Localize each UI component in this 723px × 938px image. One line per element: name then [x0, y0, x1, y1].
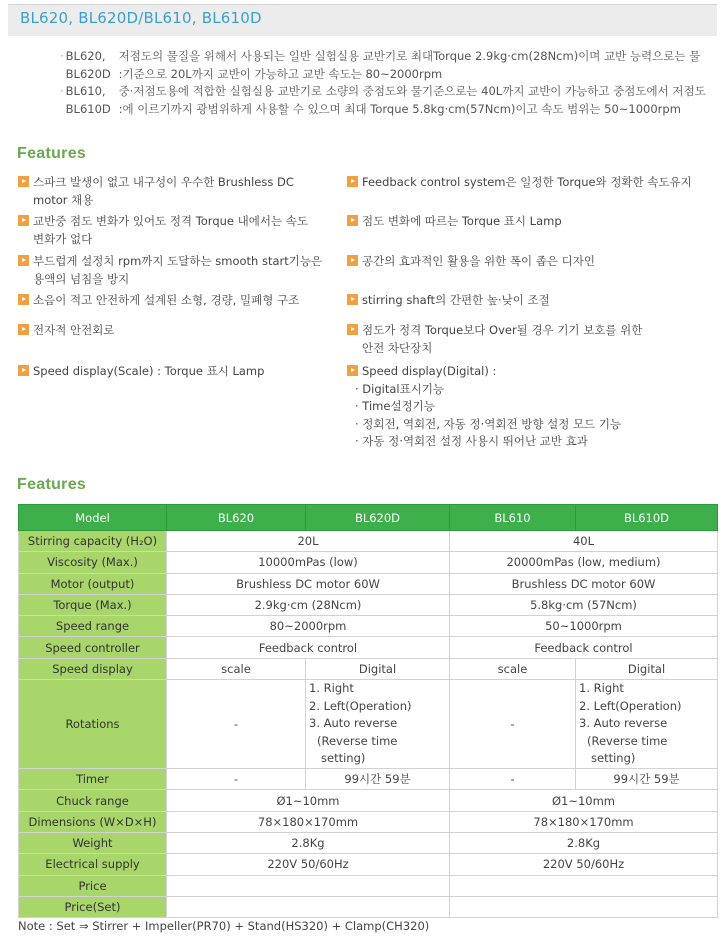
table-cell: Ø1~10mm	[450, 790, 718, 811]
table-cell: Ø1~10mm	[167, 790, 450, 811]
table-cell: 220V 50/60Hz	[450, 854, 718, 875]
table-header-row	[19, 505, 718, 531]
table-cell: 220V 50/60Hz	[167, 854, 450, 875]
table-cell: 2.8Kg	[450, 832, 718, 853]
set-note: Note : Set ⇒ Stirrer + Impeller(PR70) + Stand(HS320) + Clamp(CH320)	[18, 919, 430, 933]
feature-item: stirring shaft의 간편한 높·낮이 조절	[347, 292, 550, 310]
header-cell: BL620D	[306, 505, 450, 531]
table-cell: 10000mPas (low)	[167, 552, 450, 573]
intro-text: 저점도의 물질을 위해서 사용되는 일반 실험실용 교반기로 최대Torque 2.9kg·cm(28Ncm)이며 교반 능력으로는 물	[118, 49, 701, 63]
table-cell: 78×180×170mm	[450, 811, 718, 832]
arrow-bullet-icon	[347, 294, 358, 305]
table-cell: Digital	[576, 658, 718, 679]
table-cell: 99시간 59분	[576, 769, 718, 790]
arrow-bullet-icon	[18, 176, 29, 187]
arrow-bullet-icon	[347, 365, 358, 376]
title-bar	[8, 4, 717, 36]
table-cell: 50~1000rpm	[450, 616, 718, 637]
feature-item: 전자적 안전회로	[18, 322, 114, 340]
table-cell: 5.8kg·cm (57Ncm)	[450, 594, 718, 615]
table-cell	[450, 875, 718, 896]
table-cell: 20000mPas (low, medium)	[450, 552, 718, 573]
header-cell: Model	[19, 505, 167, 531]
table-row	[19, 811, 718, 832]
arrow-bullet-icon	[18, 365, 29, 376]
table-row	[19, 769, 718, 790]
intro-description	[60, 48, 710, 118]
arrow-bullet-icon	[18, 294, 29, 305]
table-row	[19, 573, 718, 594]
intro-line	[60, 101, 710, 119]
row-label: Chuck range	[19, 790, 167, 811]
table-cell: Feedback control	[450, 637, 718, 658]
table-cell: -	[167, 769, 306, 790]
row-label: Timer	[19, 769, 167, 790]
table-cell: -	[450, 680, 576, 769]
intro-line	[60, 66, 710, 84]
row-label: Dimensions (W×D×H)	[19, 811, 167, 832]
feature-item: 점도 변화에 따르는 Torque 표시 Lamp	[347, 213, 562, 231]
table-row	[19, 552, 718, 573]
intro-text: 중·저점도용에 적합한 실험실용 교반기로 소량의 중점도와 물기준으로는 40L까지 교반이 가능하고 중점도에서 저점도	[118, 84, 706, 98]
table-cell: 80~2000rpm	[167, 616, 450, 637]
table-row	[19, 896, 718, 917]
arrow-bullet-icon	[347, 215, 358, 226]
arrow-bullet-icon	[347, 255, 358, 266]
intro-text: :기준으로 20L까지 교반이 가능하고 교반 속도는 80~2000rpm	[118, 66, 443, 81]
feature-item: 소음이 적고 안전하게 설계된 소형, 경량, 밀폐형 구조	[18, 292, 299, 310]
bullet-dot-icon: ·	[60, 84, 64, 98]
table-row	[19, 680, 718, 769]
specs-heading: Features	[17, 476, 87, 493]
row-label: Price	[19, 875, 167, 896]
table-cell: 40L	[450, 531, 718, 552]
table-cell: -	[167, 680, 306, 769]
feature-item: 점도가 정격 Torque보다 Over될 경우 기기 보호를 위한 안전 차단장치	[347, 322, 642, 357]
row-label: Stirring capacity (H₂O)	[19, 531, 167, 552]
row-label: Price(Set)	[19, 896, 167, 917]
arrow-bullet-icon	[18, 324, 29, 335]
row-label: Viscosity (Max.)	[19, 552, 167, 573]
intro-text: :에 이르기까지 광범위하게 사용할 수 있으며 최대 Torque 5.8kg·cm(57Ncm)이고 속도 범위는 50~1000rpm	[118, 101, 681, 116]
rotations-cell: 1. Right 2. Left(Operation) 3. Auto reverse (Reverse time setting)	[576, 680, 718, 769]
bullet-dot-icon: ·	[60, 49, 64, 63]
table-cell: Brushless DC motor 60W	[450, 573, 718, 594]
table-row	[19, 637, 718, 658]
table-cell	[167, 875, 450, 896]
table-cell: Feedback control	[167, 637, 450, 658]
table-cell: scale	[450, 658, 576, 679]
header-cell: BL610	[450, 505, 576, 531]
intro-model: BL610,	[65, 84, 106, 98]
feature-item: 교반중 점도 변화가 있어도 정격 Torque 내에서는 속도 변화가 없다	[18, 213, 308, 248]
row-label: Speed display	[19, 658, 167, 679]
table-row	[19, 832, 718, 853]
table-row	[19, 658, 718, 679]
intro-model: BL610D	[65, 101, 111, 116]
table-row	[19, 854, 718, 875]
table-row	[19, 616, 718, 637]
rotations-cell: 1. Right 2. Left(Operation) 3. Auto reverse (Reverse time setting)	[306, 680, 450, 769]
table-cell: scale	[167, 658, 306, 679]
arrow-bullet-icon	[18, 215, 29, 226]
row-label: Electrical supply	[19, 854, 167, 875]
spec-table	[18, 504, 718, 918]
row-label: Speed range	[19, 616, 167, 637]
intro-line	[60, 48, 710, 66]
table-cell	[167, 896, 450, 917]
feature-item: Speed display(Digital) : · Digital표시기능 · Time설정기능 · 정회전, 역회전, 자동 정·역회전 방향 설정 모드 기능 · 자동 정·역회전 설정 사용시 뛰어난 교반 효과	[347, 363, 621, 451]
header-cell: BL610D	[576, 505, 718, 531]
table-cell: -	[450, 769, 576, 790]
feature-item: 스파크 발생이 없고 내구성이 우수한 Brushless DC motor 채용	[18, 174, 294, 209]
arrow-bullet-icon	[347, 176, 358, 187]
arrow-bullet-icon	[18, 255, 29, 266]
row-label: Motor (output)	[19, 573, 167, 594]
table-cell: Brushless DC motor 60W	[167, 573, 450, 594]
intro-model: BL620,	[65, 49, 106, 63]
row-label: Torque (Max.)	[19, 594, 167, 615]
table-row	[19, 875, 718, 896]
table-cell: Digital	[306, 658, 450, 679]
table-row	[19, 594, 718, 615]
table-cell: 20L	[167, 531, 450, 552]
row-label: Speed controller	[19, 637, 167, 658]
feature-item: 공간의 효과적인 활용을 위한 폭이 좁은 디자인	[347, 253, 595, 271]
intro-model: BL620D	[65, 66, 111, 81]
feature-item: 부드럽게 설정치 rpm까지 도달하는 smooth start기능은 용액의 넘침을 방지	[18, 253, 322, 288]
table-cell: 99시간 59분	[306, 769, 450, 790]
feature-item: Feedback control system은 일정한 Torque와 정확한 속도유지	[347, 174, 692, 192]
page-title: BL620, BL620D/BL610, BL610D	[20, 9, 262, 27]
row-label: Rotations	[19, 680, 167, 769]
table-cell: 78×180×170mm	[167, 811, 450, 832]
intro-line	[60, 83, 710, 101]
feature-item: Speed display(Scale) : Torque 표시 Lamp	[18, 363, 264, 381]
table-row	[19, 790, 718, 811]
features-heading: Features	[17, 145, 87, 162]
table-cell	[450, 896, 718, 917]
table-cell: 2.8Kg	[167, 832, 450, 853]
header-cell: BL620	[167, 505, 306, 531]
arrow-bullet-icon	[347, 324, 358, 335]
row-label: Weight	[19, 832, 167, 853]
table-cell: 2.9kg·cm (28Ncm)	[167, 594, 450, 615]
table-row	[19, 531, 718, 552]
